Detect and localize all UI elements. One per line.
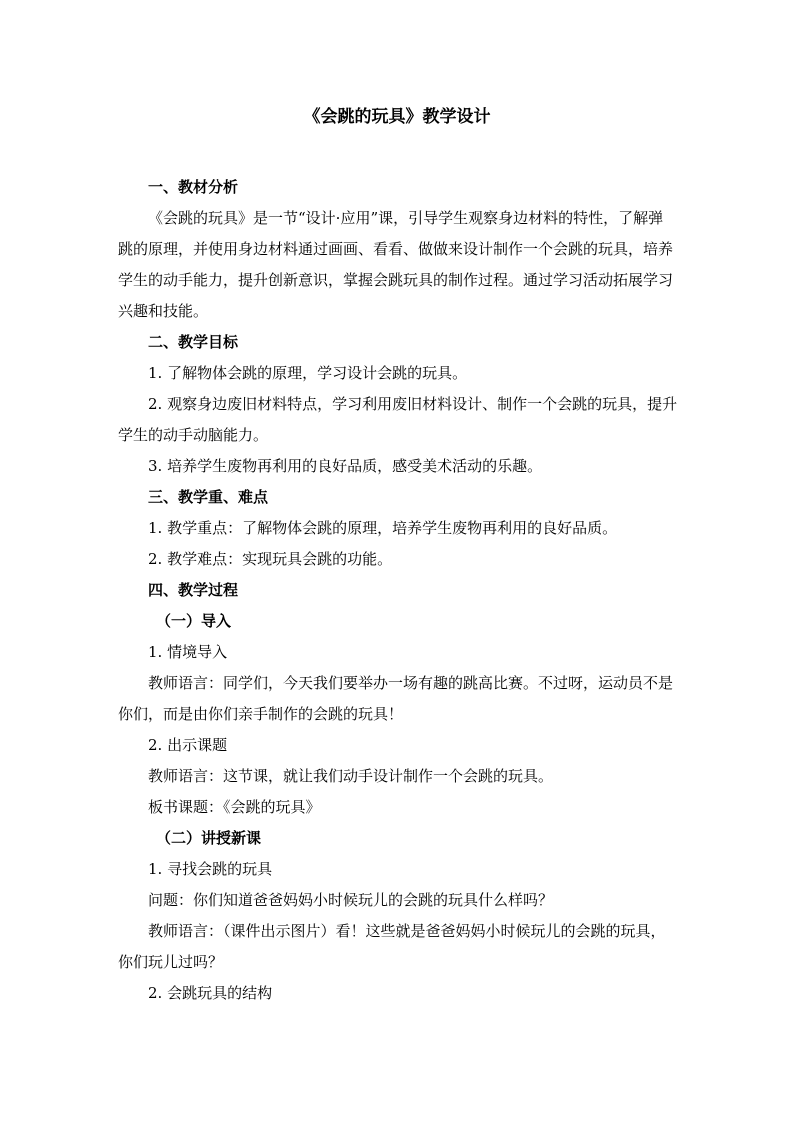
section-heading: 三、教学重、难点 (148, 488, 269, 506)
subsection-heading: （二）讲授新课 (156, 829, 262, 847)
paragraph: 3. 培养学生废物再利用的良好品质，感受美术活动的乐趣。 (148, 457, 543, 475)
paragraph: 2. 观察身边废旧材料特点，学习利用废旧材料设计、制作一个会跳的玩具，提升学生的动手动脑能力。 (118, 395, 678, 444)
document-body (118, 172, 678, 1009)
paragraph: 《会跳的玩具》是一节“设计·应用”课，引导学生观察身边材料的特性，了解弹跳的原理，并使用身边材料通过画画、看看、做做来设计制作一个会跳的玩具，培养学生的动手能力，提升创新意识，掌握会跳玩具的制作过程。通过学习活动拓展学习兴趣和技能。 (118, 209, 674, 320)
document-title: 《会跳的玩具》教学设计 (303, 107, 491, 127)
paragraph: 1. 了解物体会跳的原理，学习设计会跳的玩具。 (148, 364, 468, 382)
paragraph: 1. 教学重点：了解物体会跳的原理，培养学生废物再利用的良好品质。 (148, 519, 618, 537)
paragraph: 2. 出示课题 (148, 736, 228, 754)
paragraph: 教师语言：（课件出示图片）看！这些就是爸爸妈妈小时候玩儿的会跳的玩具，你们玩儿过吗？ (118, 922, 666, 971)
paragraph: 2. 会跳玩具的结构 (148, 984, 273, 1002)
section-heading: 二、教学目标 (148, 333, 239, 351)
subsection-heading: （一）导入 (156, 612, 232, 630)
paragraph: 教师语言：同学们，今天我们要举办一场有趣的跳高比赛。不过呀，运动员不是你们，而是由你们亲手制作的会跳的玩具！ (118, 674, 674, 723)
paragraph: 问题：你们知道爸爸妈妈小时候玩儿的会跳的玩具什么样吗？ (148, 891, 554, 909)
paragraph: 1. 情境导入 (148, 643, 228, 661)
section-heading: 一、教材分析 (148, 178, 239, 196)
paragraph: 2. 教学难点：实现玩具会跳的功能。 (148, 550, 393, 568)
paragraph: 教师语言：这节课，就让我们动手设计制作一个会跳的玩具。 (148, 767, 554, 785)
section-heading: 四、教学过程 (148, 581, 239, 599)
paragraph: 板书课题：《会跳的玩具》 (148, 798, 321, 816)
paragraph: 1. 寻找会跳的玩具 (148, 860, 273, 878)
